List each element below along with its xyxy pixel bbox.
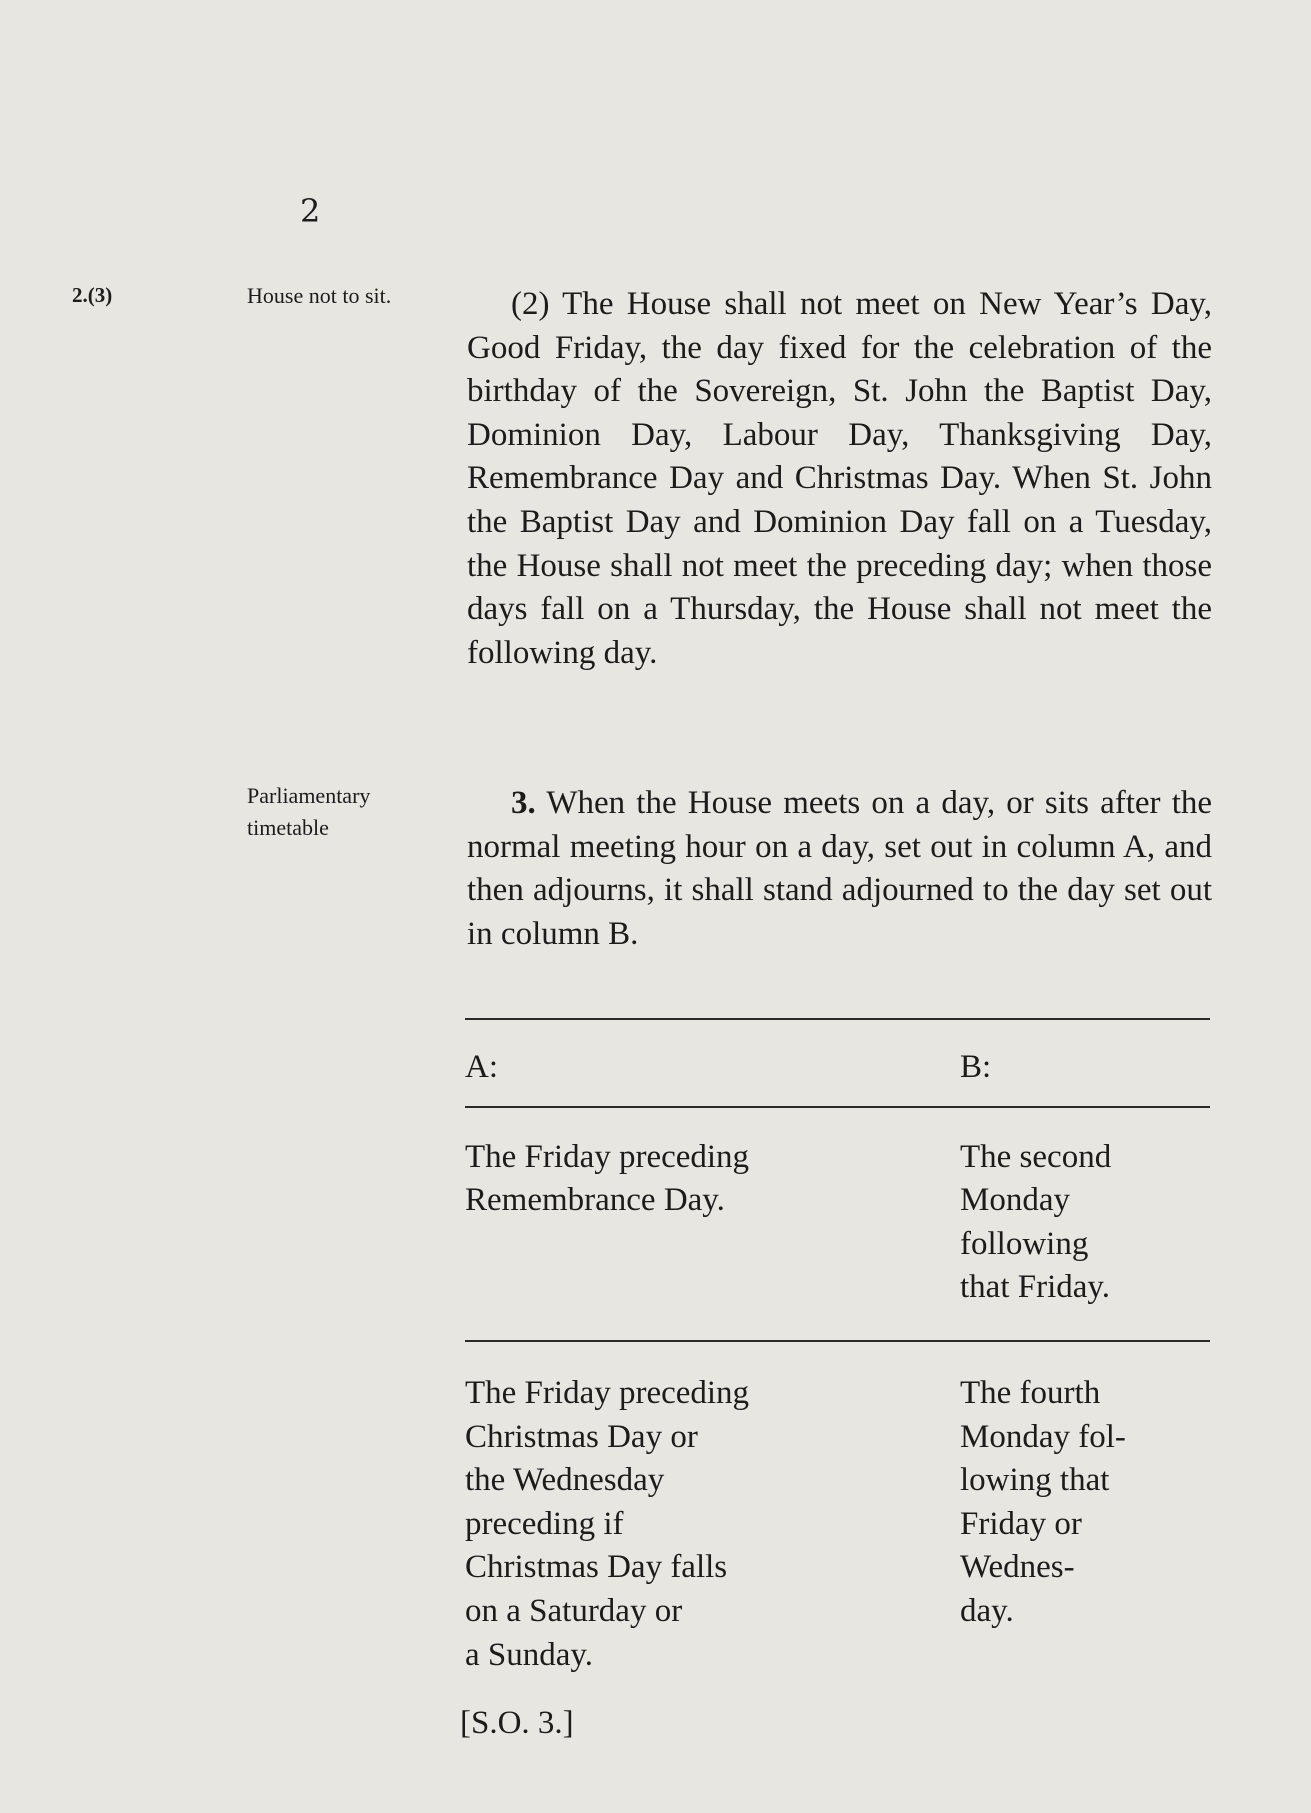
page-number: 2 (300, 192, 321, 230)
column-b-header: B: (960, 1049, 992, 1085)
cell-line: following (960, 1225, 1089, 1262)
table-cell-a (465, 1136, 960, 1310)
cell-line: Christmas Day falls (465, 1549, 728, 1586)
paragraph-house-not-to-sit: (2) The House shall not meet on New Year’s Day, Good Friday, the day fixed for the celebration of the birthday of the Sovereign, St. John the Baptist Day, Dominion Day, Labour Day, Thanksgiving Day, Remembrance Day and Christmas Day. When St. John the Baptist Day and Dominion Day fall on a Tuesday, the House shall not meet the preceding day; when those days fall on a Thursday, the House shall not meet the following day. (467, 286, 1212, 671)
cell-line: preceding if (465, 1505, 624, 1542)
margin-note-parliamentary-timetable: Parliamentary timetable (247, 783, 371, 840)
cell-line: day. (960, 1592, 1014, 1629)
cell-line: Monday (960, 1182, 1070, 1219)
column-a-header: A: (465, 1049, 498, 1085)
standing-order-reference: [S.O. 3.] (460, 1705, 574, 1741)
cell-line: that Friday. (960, 1269, 1110, 1306)
table-cell-a (465, 1372, 960, 1677)
cell-line: Friday or (960, 1505, 1082, 1542)
margin-note-house-not-to-sit: House not to sit. (247, 283, 392, 308)
cell-line: The fourth (960, 1374, 1101, 1411)
cell-line: Remembrance Day. (465, 1182, 725, 1219)
cell-line: The Friday preceding (465, 1374, 750, 1411)
cell-line: Christmas Day or (465, 1418, 698, 1455)
paragraph-number: 3. (511, 785, 536, 821)
timetable-table (465, 1018, 1210, 1677)
section-reference: 2.(3) (72, 283, 113, 307)
cell-line: a Sunday. (465, 1636, 594, 1673)
paragraph-parliamentary-timetable (467, 782, 1212, 956)
cell-line: lowing that (960, 1462, 1110, 1499)
cell-line: Monday fol- (960, 1418, 1126, 1455)
table-cell-b (960, 1136, 1210, 1310)
paragraph-text: When the House meets on a day, or sits after the normal meeting hour on a day, set out in column A, and then adjourns, it shall stand adjourned to the day set out in column B. (467, 785, 1213, 952)
table-row (465, 1342, 1210, 1677)
cell-line: The Friday preceding (465, 1138, 750, 1175)
cell-line: The second (960, 1138, 1112, 1175)
cell-line: on a Saturday or (465, 1592, 683, 1629)
table-row (465, 1108, 1210, 1340)
cell-line: the Wednesday (465, 1462, 665, 1499)
table-cell-b (960, 1372, 1210, 1677)
table-header-row (465, 1020, 1210, 1106)
cell-line: Wednes- (960, 1549, 1075, 1586)
